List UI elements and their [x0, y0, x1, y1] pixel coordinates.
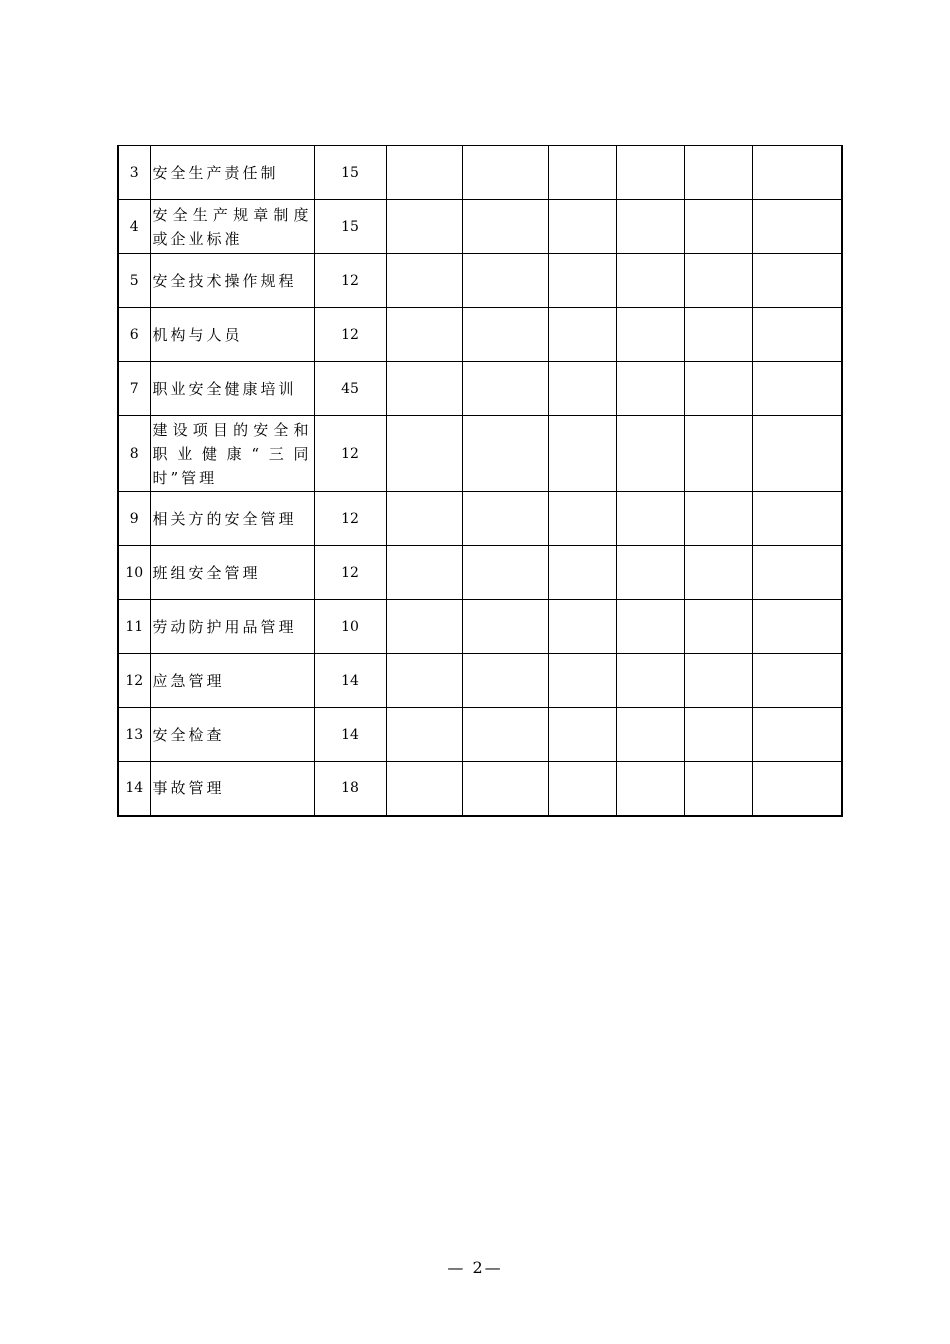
- table-row: [118, 492, 842, 546]
- table-row: [118, 416, 842, 492]
- empty-cell: [752, 362, 842, 416]
- row-number: 12: [118, 654, 150, 708]
- empty-cell: [752, 654, 842, 708]
- empty-cell: [462, 654, 548, 708]
- empty-cell: [684, 308, 752, 362]
- empty-cell: [462, 254, 548, 308]
- empty-cell: [752, 416, 842, 492]
- standard-score: 12: [314, 254, 386, 308]
- empty-cell: [548, 200, 616, 254]
- empty-cell: [462, 308, 548, 362]
- empty-cell: [548, 146, 616, 200]
- table-row: [118, 362, 842, 416]
- empty-cell: [752, 146, 842, 200]
- standard-score: 15: [314, 146, 386, 200]
- row-number: 9: [118, 492, 150, 546]
- empty-cell: [752, 762, 842, 816]
- empty-cell: [752, 492, 842, 546]
- empty-cell: [462, 200, 548, 254]
- empty-cell: [462, 146, 548, 200]
- empty-cell: [548, 492, 616, 546]
- empty-cell: [386, 600, 462, 654]
- empty-cell: [462, 600, 548, 654]
- empty-cell: [684, 416, 752, 492]
- empty-cell: [616, 708, 684, 762]
- empty-cell: [386, 762, 462, 816]
- row-number: 8: [118, 416, 150, 492]
- row-number: 3: [118, 146, 150, 200]
- empty-cell: [386, 200, 462, 254]
- item-name: 班组安全管理: [150, 546, 314, 600]
- empty-cell: [616, 546, 684, 600]
- empty-cell: [386, 416, 462, 492]
- empty-cell: [684, 200, 752, 254]
- empty-cell: [684, 254, 752, 308]
- empty-cell: [684, 546, 752, 600]
- empty-cell: [386, 308, 462, 362]
- empty-cell: [752, 308, 842, 362]
- standard-score: 15: [314, 200, 386, 254]
- assessment-table: [117, 145, 843, 817]
- table-body: [118, 146, 842, 816]
- empty-cell: [462, 762, 548, 816]
- item-name: 应急管理: [150, 654, 314, 708]
- standard-score: 12: [314, 308, 386, 362]
- empty-cell: [386, 708, 462, 762]
- row-number: 14: [118, 762, 150, 816]
- empty-cell: [462, 362, 548, 416]
- empty-cell: [616, 308, 684, 362]
- empty-cell: [548, 762, 616, 816]
- empty-cell: [616, 146, 684, 200]
- item-name: 相关方的安全管理: [150, 492, 314, 546]
- row-number: 13: [118, 708, 150, 762]
- empty-cell: [386, 546, 462, 600]
- standard-score: 12: [314, 416, 386, 492]
- empty-cell: [616, 362, 684, 416]
- empty-cell: [386, 362, 462, 416]
- empty-cell: [752, 600, 842, 654]
- empty-cell: [752, 254, 842, 308]
- standard-score: 14: [314, 708, 386, 762]
- page-number: — 2—: [447, 1258, 503, 1277]
- empty-cell: [462, 546, 548, 600]
- item-name: 安全技术操作规程: [150, 254, 314, 308]
- empty-cell: [616, 600, 684, 654]
- table-row: [118, 200, 842, 254]
- row-number: 10: [118, 546, 150, 600]
- empty-cell: [386, 254, 462, 308]
- item-name: 职业安全健康培训: [150, 362, 314, 416]
- table-row: [118, 146, 842, 200]
- empty-cell: [386, 492, 462, 546]
- empty-cell: [462, 416, 548, 492]
- empty-cell: [548, 546, 616, 600]
- empty-cell: [386, 146, 462, 200]
- item-name: 安全检查: [150, 708, 314, 762]
- empty-cell: [752, 200, 842, 254]
- empty-cell: [684, 708, 752, 762]
- empty-cell: [462, 708, 548, 762]
- item-name: 安全生产规章制度或企业标准: [150, 200, 314, 254]
- table-row: [118, 546, 842, 600]
- empty-cell: [462, 492, 548, 546]
- empty-cell: [616, 254, 684, 308]
- empty-cell: [684, 146, 752, 200]
- item-name: 劳动防护用品管理: [150, 600, 314, 654]
- empty-cell: [684, 362, 752, 416]
- table-row: [118, 308, 842, 362]
- empty-cell: [684, 600, 752, 654]
- table-row: [118, 708, 842, 762]
- empty-cell: [548, 600, 616, 654]
- row-number: 5: [118, 254, 150, 308]
- empty-cell: [752, 546, 842, 600]
- empty-cell: [684, 492, 752, 546]
- empty-cell: [386, 654, 462, 708]
- empty-cell: [684, 654, 752, 708]
- empty-cell: [616, 416, 684, 492]
- row-number: 7: [118, 362, 150, 416]
- item-name: 机构与人员: [150, 308, 314, 362]
- empty-cell: [548, 362, 616, 416]
- empty-cell: [548, 654, 616, 708]
- empty-cell: [548, 254, 616, 308]
- item-name: 事故管理: [150, 762, 314, 816]
- standard-score: 10: [314, 600, 386, 654]
- assessment-table-container: [117, 145, 843, 817]
- item-name: 建设项目的安全和职业健康“三同时”管理: [150, 416, 314, 492]
- empty-cell: [548, 416, 616, 492]
- standard-score: 14: [314, 654, 386, 708]
- row-number: 6: [118, 308, 150, 362]
- table-row: [118, 254, 842, 308]
- row-number: 4: [118, 200, 150, 254]
- empty-cell: [616, 492, 684, 546]
- standard-score: 12: [314, 492, 386, 546]
- empty-cell: [616, 654, 684, 708]
- empty-cell: [684, 762, 752, 816]
- item-name: 安全生产责任制: [150, 146, 314, 200]
- empty-cell: [616, 200, 684, 254]
- row-number: 11: [118, 600, 150, 654]
- empty-cell: [548, 308, 616, 362]
- table-row: [118, 654, 842, 708]
- standard-score: 45: [314, 362, 386, 416]
- standard-score: 12: [314, 546, 386, 600]
- empty-cell: [548, 708, 616, 762]
- table-row: [118, 762, 842, 816]
- standard-score: 18: [314, 762, 386, 816]
- table-row: [118, 600, 842, 654]
- empty-cell: [616, 762, 684, 816]
- empty-cell: [752, 708, 842, 762]
